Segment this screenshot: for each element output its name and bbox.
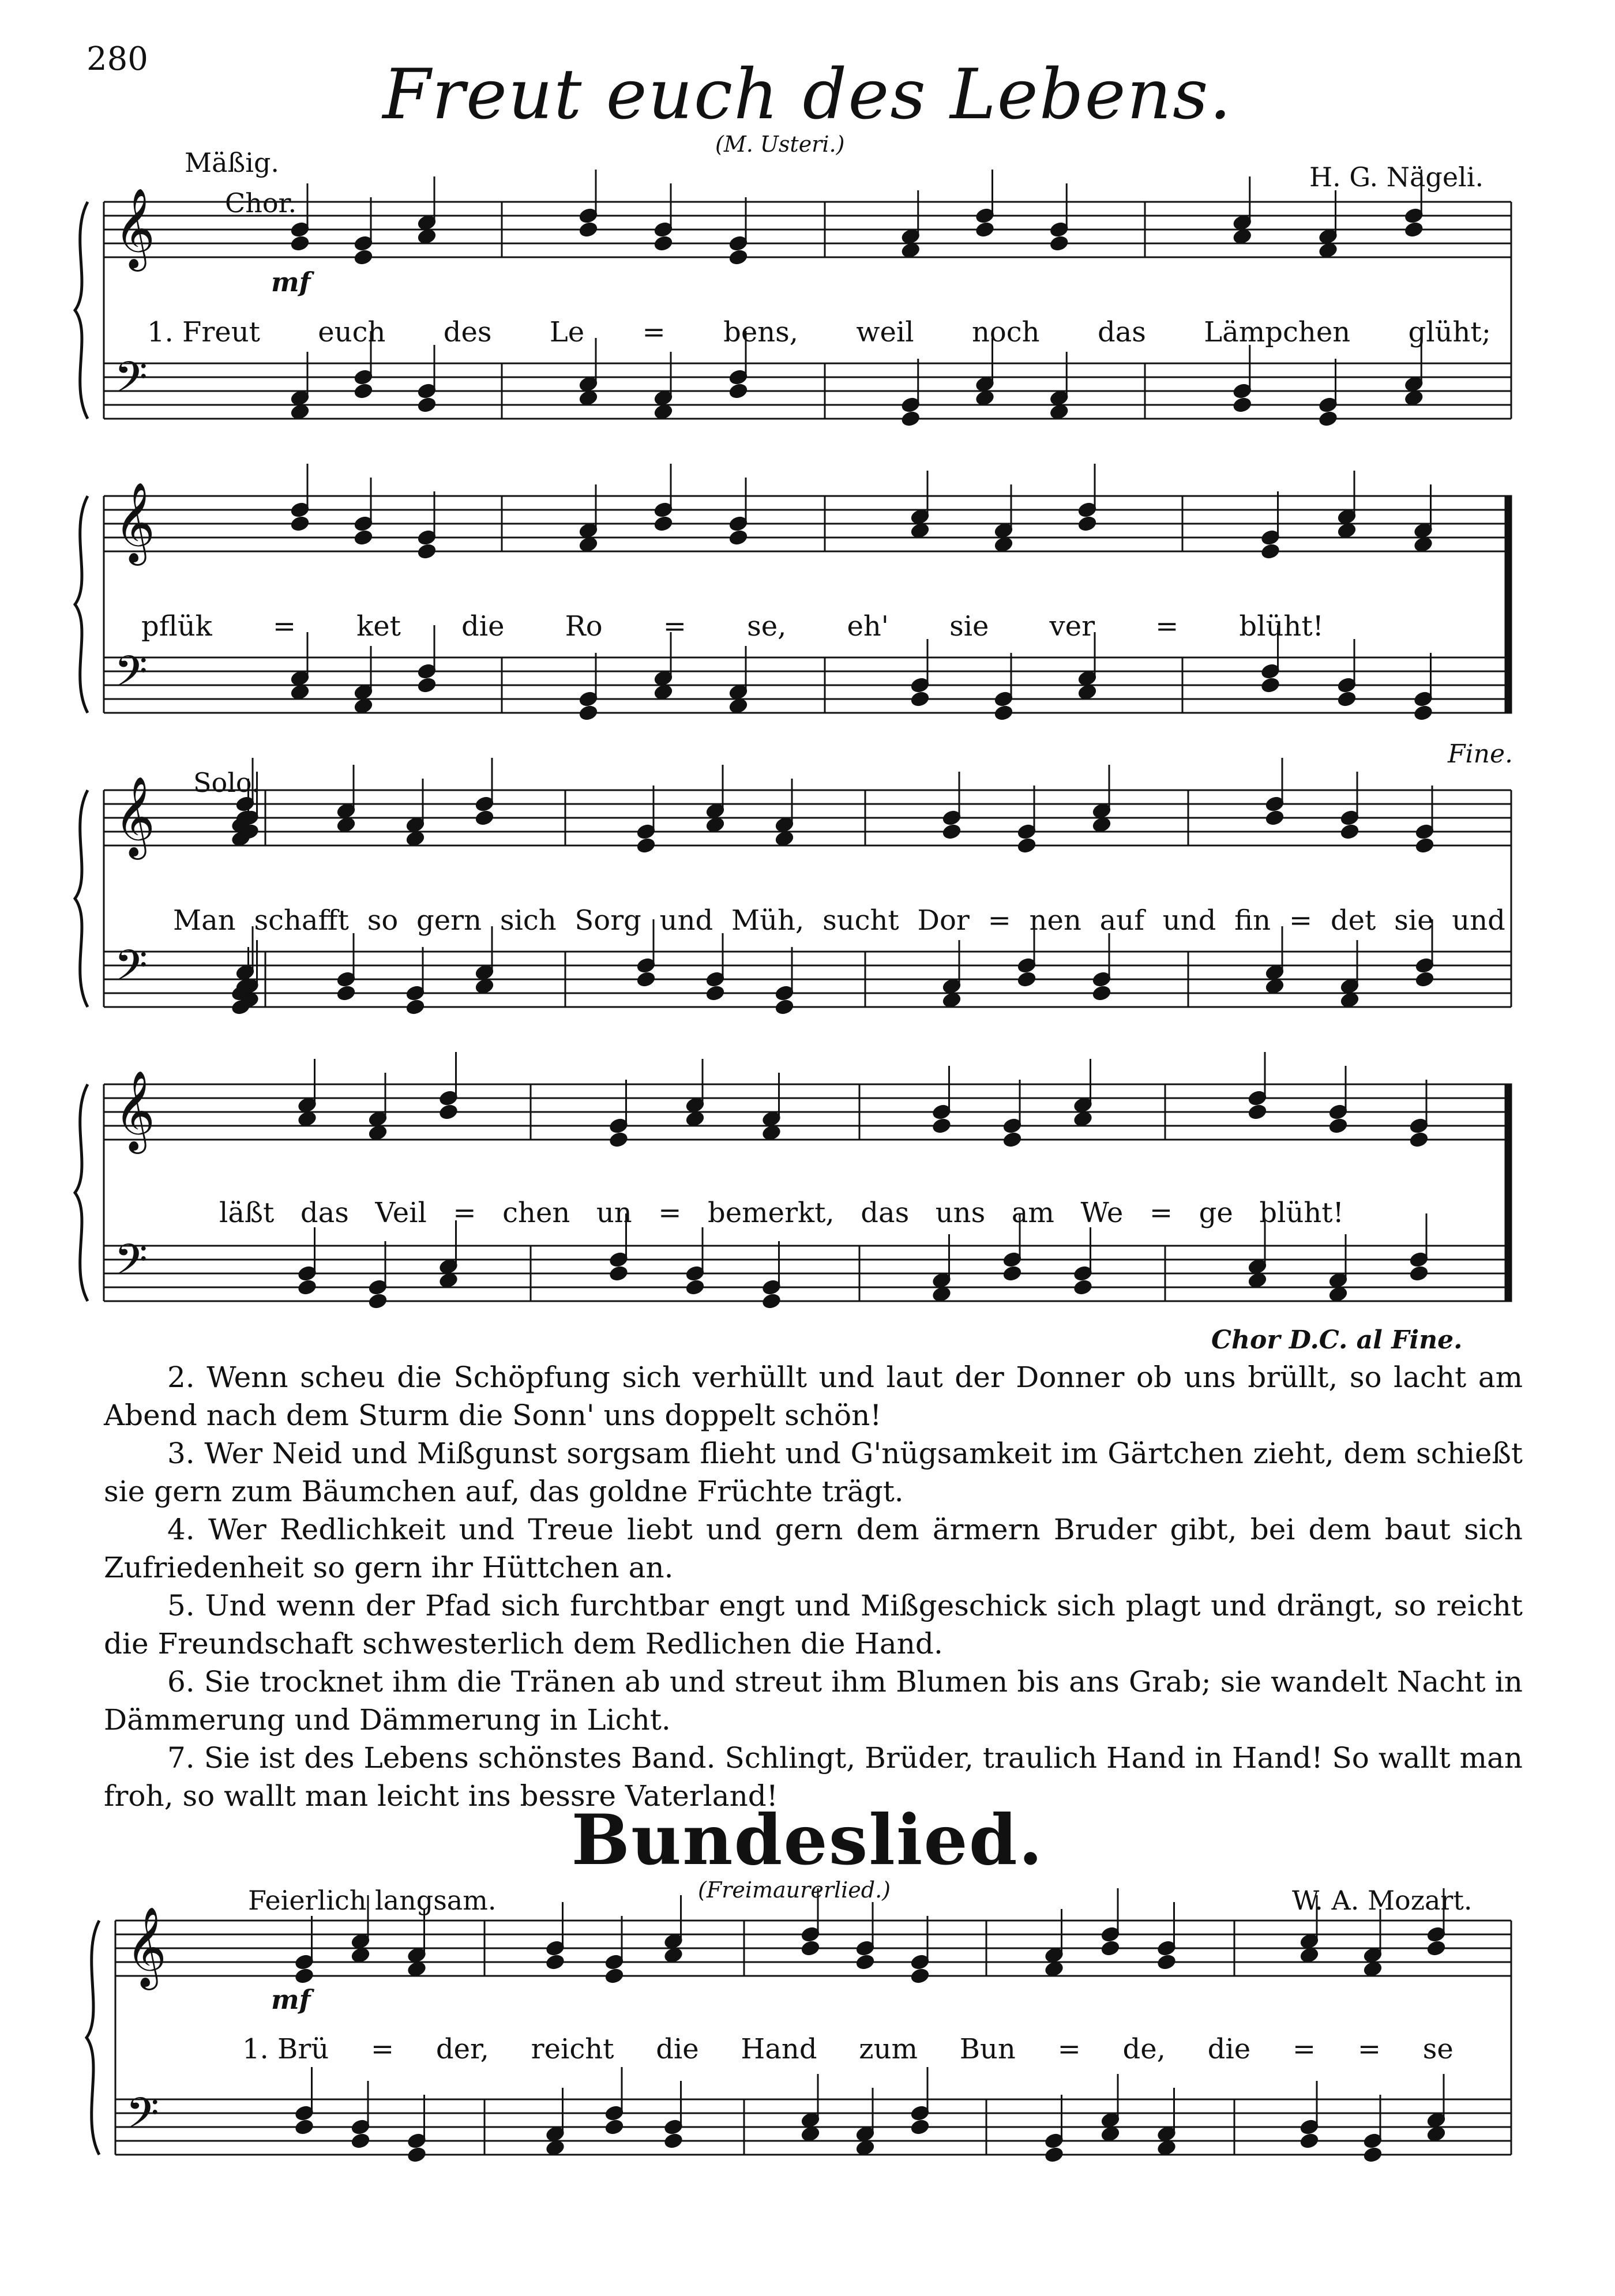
chord-note [1409,1131,1429,1149]
chord-note [1049,235,1069,253]
chord-note [728,529,749,547]
bass-clef: 𝄢 [114,941,148,1001]
lyric-syllable: eh' [847,610,889,642]
chord-note [1016,837,1037,855]
dc-al-fine-mark: Chor D.C. al Fine. [1211,1325,1463,1355]
lyric-syllable: sich [499,904,557,937]
chord-note [941,823,962,841]
chord-note [1328,1117,1349,1135]
chord-note [609,1265,629,1283]
chord-note [1002,1265,1023,1283]
lyric-syllable: des [443,316,492,348]
bass-clef: 𝄢 [114,352,148,413]
lyric-syllable: = [642,316,666,348]
chord-note [290,235,310,253]
lyric-syllable: 1. Freut [147,316,260,348]
solo-label: Solo. [193,767,260,798]
chord-note [685,1279,705,1297]
lyric-syllable: reicht [531,2033,614,2065]
lyric-syllable: = [370,2033,395,2065]
lyric-syllable: Hand [741,2033,817,2065]
lyric-syllable: pflük [141,610,212,642]
chord-note [1091,984,1112,1002]
treble-clef: 𝄞 [114,188,155,268]
chord-note [728,382,749,400]
chord-note [1336,690,1357,708]
chord-note [578,704,599,722]
brace [75,496,88,713]
lyric-syllable: ket [356,610,401,642]
chord-note [1426,1940,1447,1957]
chord-note [1073,1279,1094,1297]
lyric-syllable: das [300,1197,349,1229]
chord-note [1318,410,1339,428]
lyric-syllable: bens, [723,316,799,348]
lyric-syllable: = [663,610,686,642]
chord-note [975,221,996,239]
chord-note [800,1940,821,1957]
chord-note [855,1953,876,1971]
lyric-syllable: und [1162,904,1216,937]
bass-clef: 𝄢 [126,2088,159,2149]
dynamic-mark-2: mf [271,1984,311,2015]
lyric-syllable: am [1011,1197,1054,1229]
bass-clef: 𝄢 [114,1235,148,1295]
song1-lyricist: (M. Usteri.) [715,131,845,157]
lyric-syllable: = [1057,2033,1081,2065]
verse-5: 5. Und wenn der Pfad sich furchtbar engt und Mißgeschick sich plagt und drängt, so reicht die Freundschaft schwesterlich dem Redlichen die Hand. [104,1589,1523,1660]
lyric-syllable: der, [435,2033,489,2065]
final-barline [1505,496,1511,713]
lyric-syllable: = [1155,610,1179,642]
chord-note [578,221,599,239]
chord-note [993,704,1014,722]
chord-note [761,1292,782,1310]
lyric-syllable: Ro [565,610,603,642]
chord-note [1413,704,1434,722]
lyric-syllable: un [596,1197,632,1229]
brace [75,1084,88,1301]
treble-clef: 𝄞 [114,1070,155,1151]
chord-note [336,984,356,1002]
lyric-syllable: sie [1394,904,1434,937]
lyric-syllable: das [1097,316,1146,348]
bass-clef: 𝄢 [114,647,148,707]
chord-note [1264,809,1285,827]
chorus-label: Chor. [225,187,297,219]
chord-note [353,249,374,266]
chord-note [1414,971,1435,989]
chord-note [663,2132,684,2150]
chord-note [1232,396,1253,414]
treble-clef: 𝄞 [114,482,155,562]
chord-note [1339,823,1360,841]
lyric-syllable: und [659,904,713,937]
chord-note [1100,1940,1121,1957]
chord-note [353,382,374,400]
chord-note [545,1953,566,1971]
chord-note [1299,2132,1320,2150]
lyric-syllable: noch [971,316,1040,348]
chord-note [1044,2146,1065,2164]
song2-subtitle: (Freimaurerlied.) [698,1877,891,1903]
chord-note [728,249,749,266]
lyric-syllable: schafft [254,904,349,937]
chord-note [636,971,656,989]
chord-note [1002,1131,1023,1149]
lyric-syllable: = [272,610,296,642]
chord-note [416,543,437,561]
verse-3: 3. Wer Neid und Mißgunst sorgsam flieht und G'nügsamkeit im Gärtchen zieht, dem schießt sie gern zum Bäumchen auf, das goldne Früchte trägt. [104,1437,1523,1508]
chord-note [416,677,437,694]
lyric-syllable: blüht! [1259,1197,1344,1229]
chord-note [1156,1953,1177,1971]
lyric-syllable: und [1452,904,1505,937]
chord-note [1409,1265,1429,1283]
chord-note [474,809,495,827]
song2-tempo: Feierlich langsam. [248,1885,497,1916]
lyric-syllable: se, [747,610,787,642]
lyric-syllable: Sorg [574,904,641,937]
chord-note [294,2118,315,2136]
chord-note [297,1279,318,1297]
brace [87,1921,99,2155]
verses-block [104,1358,1523,1815]
chord-note [1403,221,1424,239]
lyric-syllable: die [1207,2033,1251,2065]
lyric-syllable: die [461,610,505,642]
treble-clef: 𝄞 [114,776,155,856]
lyric-syllable: euch [318,316,386,348]
chord-note [407,2146,427,2164]
verse-6: 6. Sie trocknet ihm die Tränen ab und streut ihm Blumen bis ans Grab; sie wandelt Nacht in Dämmerung und Dämmerung in Licht. [104,1665,1523,1737]
lyric-syllable: ge [1199,1197,1233,1229]
lyric-syllable: zum [859,2033,918,2065]
lyrics-line-3 [173,904,1505,937]
final-barline [1505,1084,1511,1301]
treble-clef: 𝄞 [126,1907,167,1987]
chord-note [350,2132,371,2150]
lyric-syllable: Bun [959,2033,1016,2065]
chord-note [1362,2146,1383,2164]
lyric-syllable: Veil [375,1197,427,1229]
lyric-syllable: 1. Brü [242,2033,329,2065]
lyric-syllable: sie [949,610,989,642]
song1-tempo: Mäßig. [185,147,280,178]
lyric-syllable: We [1080,1197,1124,1229]
song1-composer: H. G. Nägeli. [1309,161,1484,193]
lyric-syllable: nen [1029,904,1081,937]
lyric-syllable: ver [1049,610,1095,642]
chord-note [705,984,726,1002]
lyric-syllable: = [1292,2033,1316,2065]
lyric-syllable: = [453,1197,476,1229]
lyric-syllable: = [1149,1197,1173,1229]
chord-note [910,690,930,708]
lyrics-line-1 [147,316,1491,348]
chord-note [1247,1103,1268,1121]
chord-note [910,2118,930,2136]
brace [75,790,88,1007]
chord-note [1260,677,1281,694]
lyric-syllable: läßt [219,1197,275,1229]
brace [75,202,88,419]
lyric-syllable: das [861,1197,910,1229]
lyric-syllable: sucht [822,904,899,937]
chord-note [1414,837,1435,855]
chord-note [1077,515,1098,533]
verse-2: 2. Wenn scheu die Schöpfung sich verhüllt und laut der Donner ob uns brüllt, so lacht am Abend nach dem Sturm die Sonn' uns doppelt schön! [104,1361,1523,1432]
lyric-syllable: so [367,904,399,937]
lyric-syllable: Müh, [731,904,805,937]
chord-note [290,515,310,533]
lyric-syllable: Lämpchen [1204,316,1351,348]
chord-note [609,1131,629,1149]
lyric-syllable: Le [549,316,585,348]
chord-note [416,396,437,414]
lyric-syllable: = [1357,2033,1381,2065]
chord-note [353,529,374,547]
lyrics-line-2 [141,610,1324,642]
lyric-syllable: det [1330,904,1376,937]
lyric-syllable: weil [856,316,914,348]
chord-note [294,1967,315,1985]
lyric-syllable: Dor [917,904,970,937]
chord-note [1260,543,1281,561]
lyric-syllable: Man [173,904,236,937]
lyrics-song2 [242,2033,1453,2065]
lyric-syllable: bemerkt, [708,1197,835,1229]
verse-4: 4. Wer Redlichkeit und Treue liebt und gern dem ärmern Bruder gibt, bei dem baut sich Zufriedenheit so gern ihr Hüttchen an. [104,1513,1523,1584]
lyric-syllable: uns [935,1197,986,1229]
lyric-syllable: = [987,904,1011,937]
lyric-syllable: blüht! [1239,610,1324,642]
page-number: 280 [87,40,148,78]
song2-composer: W. A. Mozart. [1292,1885,1473,1916]
chord-note [367,1292,388,1310]
lyric-syllable: gern [416,904,482,937]
chord-note [932,1117,952,1135]
chord-note [604,1967,625,1985]
chord-note [900,410,921,428]
lyric-syllable: de, [1122,2033,1166,2065]
chord-note [636,837,656,855]
lyrics-line-4 [219,1197,1344,1229]
chord-note [910,1967,930,1985]
chord-note [438,1103,459,1121]
lyric-syllable: = [658,1197,682,1229]
song1-title: Freut euch des Lebens. [382,55,1233,135]
fine-mark: Fine. [1448,739,1513,769]
lyric-syllable: chen [502,1197,570,1229]
lyric-syllable: die [656,2033,699,2065]
lyric-syllable: auf [1099,904,1144,937]
chord-note [653,515,674,533]
dynamic-mark-1: mf [271,266,311,298]
lyric-syllable: glüht; [1408,316,1491,348]
song2-title: Bundeslied. [571,1799,1044,1881]
chord-note [604,2118,625,2136]
chord-note [653,235,674,253]
lyric-syllable: = [1289,904,1313,937]
chord-note [774,998,795,1016]
chord-note [1016,971,1037,989]
lyric-syllable: fin [1234,904,1271,937]
verse-7: 7. Sie ist des Lebens schönstes Band. Schlingt, Brüder, traulich Hand in Hand! So wallt man froh, so wallt man leicht ins bessre Vaterland! [104,1741,1523,1813]
chord-note [405,998,426,1016]
lyric-syllable: se [1422,2033,1453,2065]
